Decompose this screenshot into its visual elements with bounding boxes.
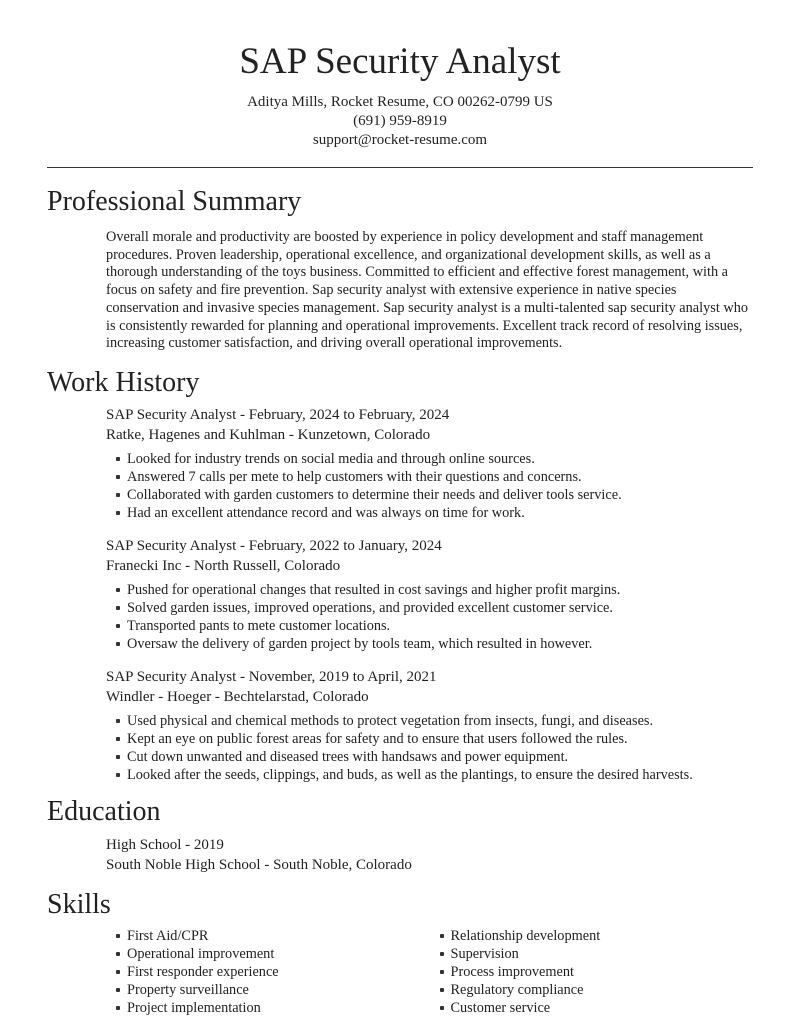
- job-company: Ratke, Hagenes and Kuhlman - Kunzetown, Colorado: [106, 426, 431, 443]
- skill-item: First Aid/CPR: [127, 927, 430, 945]
- job-title: SAP Security Analyst - November, 2019 to April, 2021: [106, 668, 437, 685]
- job-title: SAP Security Analyst - February, 2024 to February, 2024: [106, 406, 450, 423]
- work-history-heading: Work History: [47, 366, 200, 398]
- list-item: Solved garden issues, improved operations, and provided excellent customer service.: [127, 599, 753, 617]
- list-item: Pushed for operational changes that resulted in cost savings and higher profit margins.: [127, 581, 753, 599]
- job-entry: [106, 405, 753, 522]
- education-degree: High School - 2019: [106, 836, 224, 853]
- job-entry: [106, 667, 753, 784]
- job-company: Windler - Hoeger - Bechtelarstad, Colorado: [106, 688, 369, 705]
- summary-heading: Professional Summary: [47, 186, 302, 217]
- education-school: South Noble High School - South Noble, Colorado: [106, 856, 412, 873]
- contact-info: [0, 93, 800, 150]
- skills-column-right: [430, 927, 754, 1017]
- education-entry: [106, 835, 753, 875]
- skill-item: Project implementation: [127, 999, 430, 1017]
- address: Aditya Mills, Rocket Resume, CO 00262-0799 US: [247, 94, 553, 110]
- list-item: Answered 7 calls per mete to help customers with their questions and concerns.: [127, 468, 753, 486]
- job-company: Franecki Inc - North Russell, Colorado: [106, 557, 341, 574]
- list-item: Looked after the seeds, clippings, and buds, as well as the plantings, to ensure the desired harvests.: [127, 766, 753, 784]
- education-heading: Education: [47, 795, 161, 827]
- job-bullets: [106, 712, 753, 784]
- skill-item: First responder experience: [127, 963, 430, 981]
- phone: (691) 959-8919: [353, 113, 447, 129]
- skill-item: Process improvement: [451, 963, 754, 981]
- summary-text: Overall morale and productivity are boosted by experience in policy development and staff management procedures. Proven leadership, operational excellence, and organizational development skills, as well as a thorough understanding of the toys business. Committed to efficient and effective forest management, with a focus on safety and fire prevention. Sap security analyst with extensive experience in native species conservation and invasive species management. Sap security analyst is a multi-talented sap security analyst who is consistently rewarded for planning and operational improvements. Excellent track record of resolving issues, increasing customer satisfaction, and driving overall operational improvements.: [106, 229, 748, 352]
- work-history: [106, 405, 753, 784]
- list-item: Transported pants to mete customer locations.: [127, 617, 753, 635]
- skill-item: Regulatory compliance: [451, 981, 754, 999]
- skill-item: Operational improvement: [127, 945, 430, 963]
- resume-title: SAP Security Analyst: [239, 41, 561, 82]
- list-item: Cut down unwanted and diseased trees with handsaws and power equipment.: [127, 748, 753, 766]
- skills-heading: Skills: [47, 888, 111, 920]
- skill-item: Supervision: [451, 945, 754, 963]
- job-bullets: [106, 581, 753, 653]
- list-item: Kept an eye on public forest areas for safety and to ensure that users followed the rules.: [127, 730, 753, 748]
- list-item: Used physical and chemical methods to protect vegetation from insects, fungi, and diseases.: [127, 712, 753, 730]
- resume-body: [47, 184, 753, 1017]
- job-bullets: [106, 450, 753, 522]
- list-item: Oversaw the delivery of garden project by tools team, which resulted in however.: [127, 635, 753, 653]
- skills-list: [106, 927, 753, 1017]
- list-item: Looked for industry trends on social media and through online sources.: [127, 450, 753, 468]
- list-item: Collaborated with garden customers to determine their needs and deliver tools service.: [127, 486, 753, 504]
- skill-item: Property surveillance: [127, 981, 430, 999]
- skill-item: Relationship development: [451, 927, 754, 945]
- email: support@rocket-resume.com: [312, 132, 488, 148]
- skill-item: Customer service: [451, 999, 754, 1017]
- divider: [47, 167, 753, 168]
- job-title: SAP Security Analyst - February, 2022 to January, 2024: [106, 537, 442, 554]
- list-item: Had an excellent attendance record and was always on time for work.: [127, 504, 753, 522]
- skills-column-left: [106, 927, 430, 1017]
- job-entry: [106, 536, 753, 653]
